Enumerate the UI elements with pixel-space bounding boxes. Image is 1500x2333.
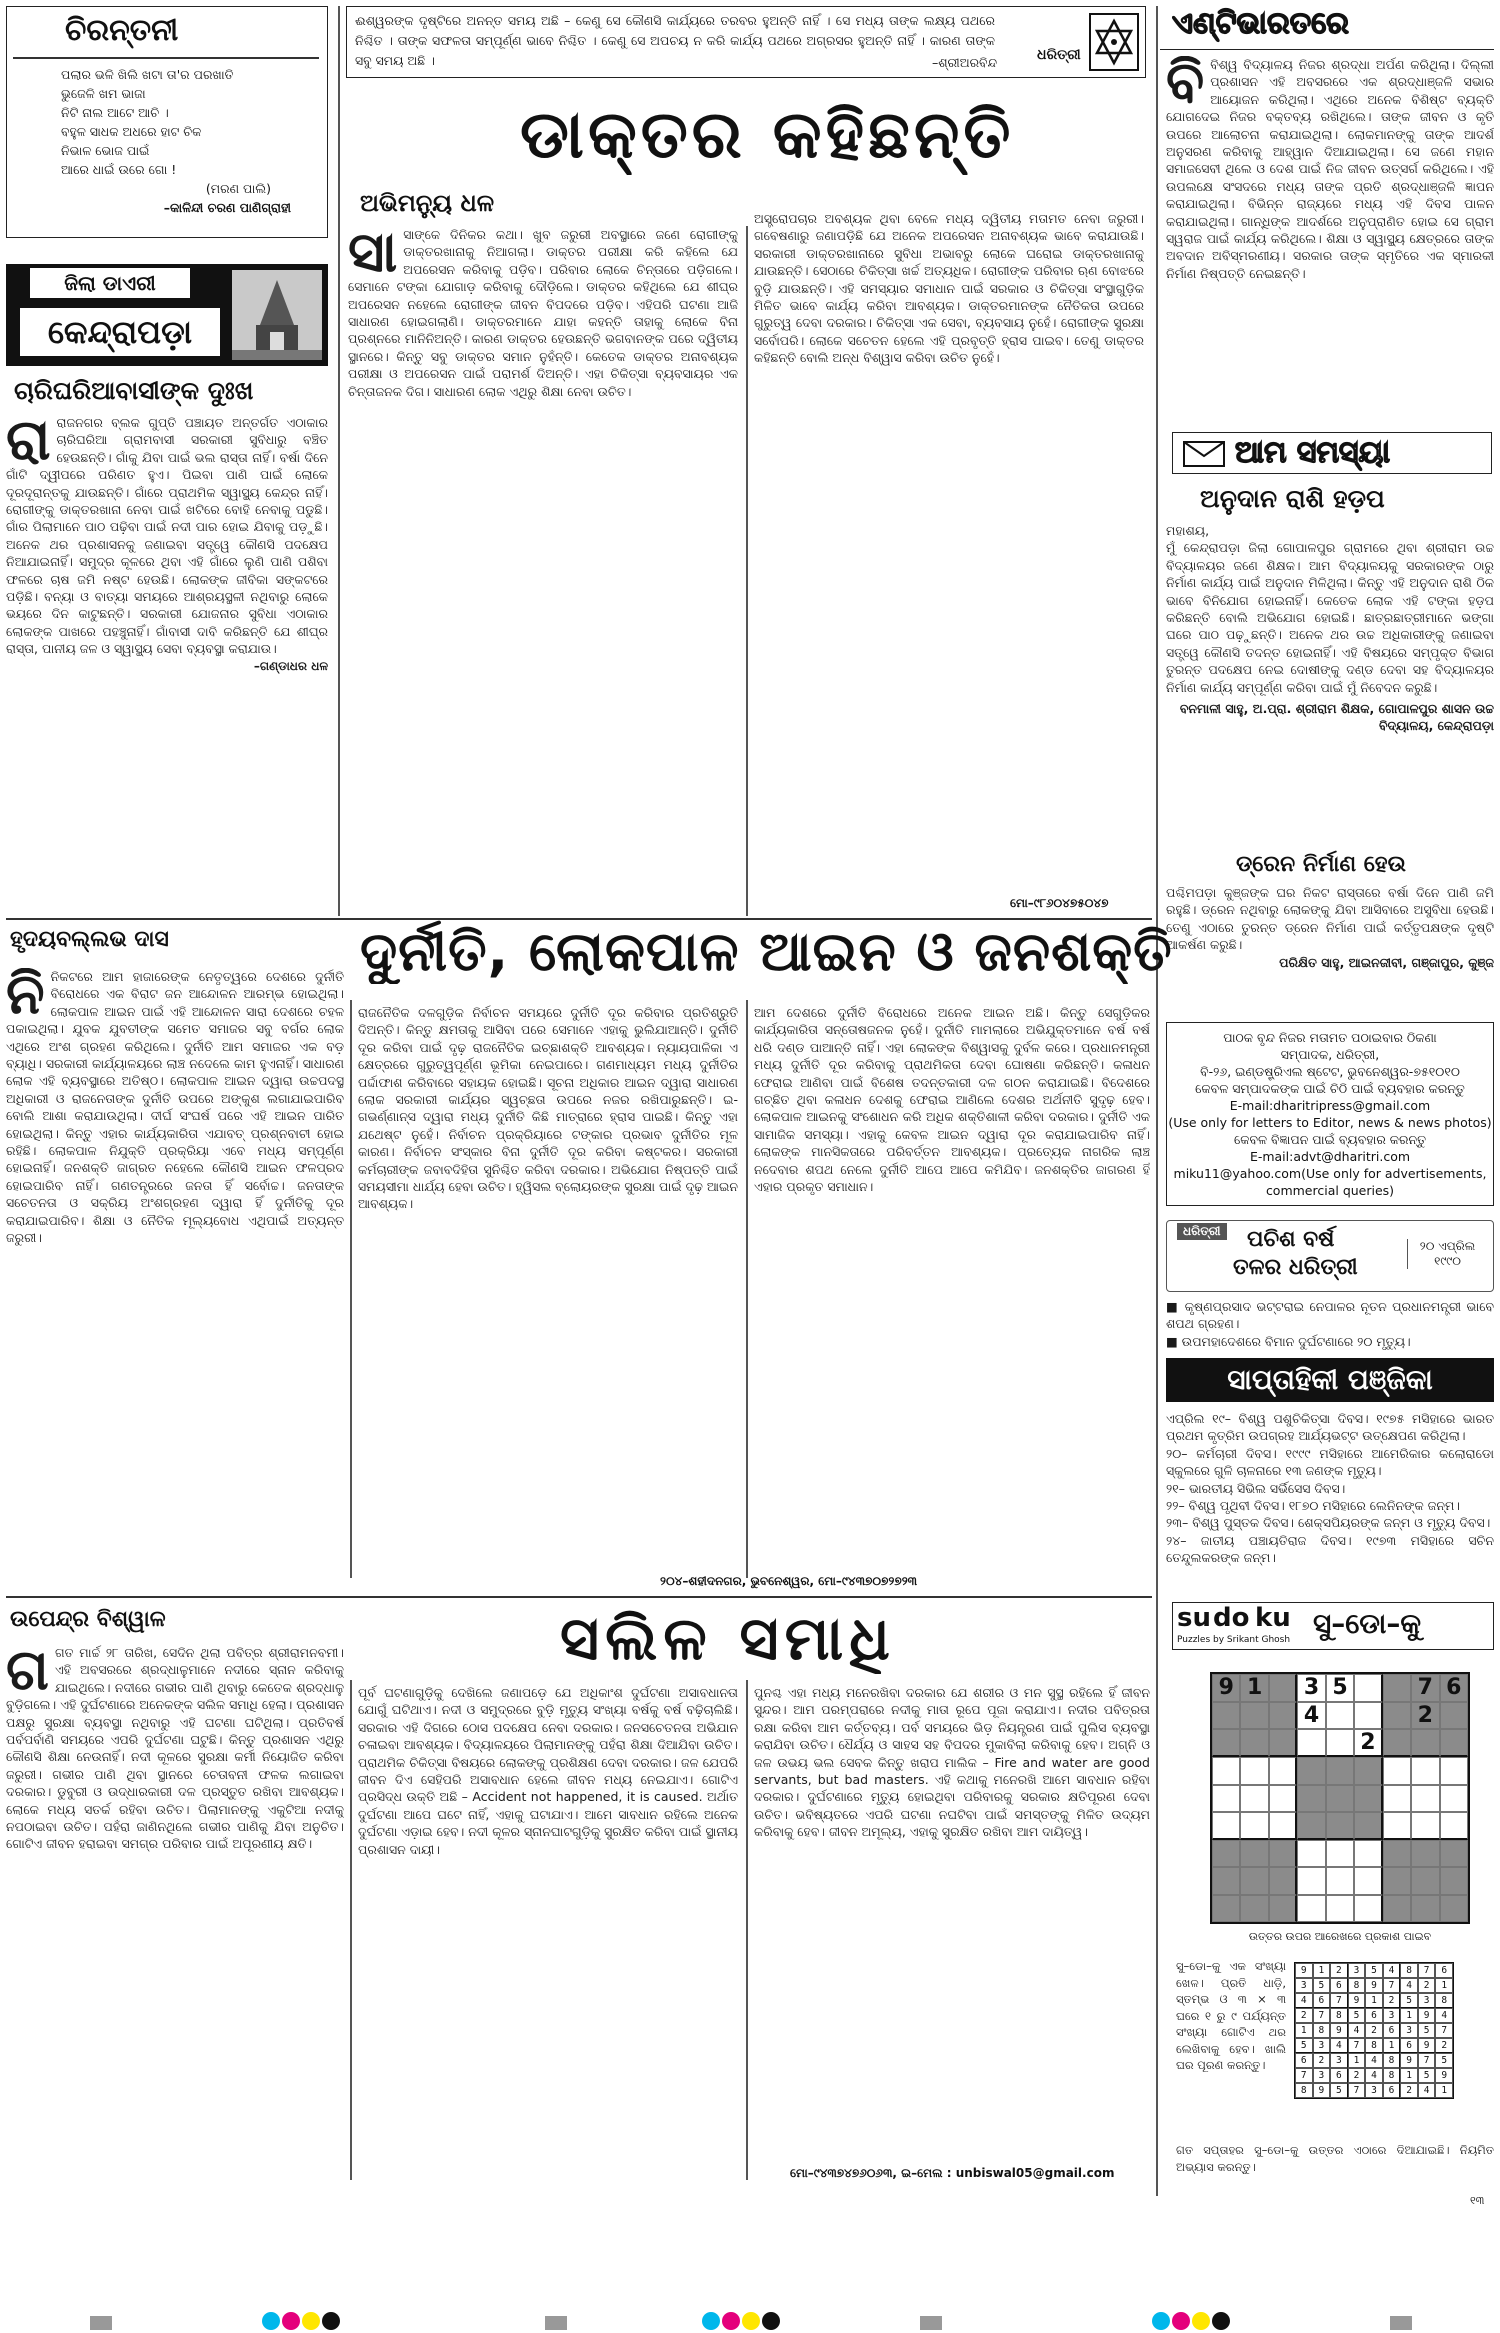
corruption-address: ୨୦୪–ଶହୀଦନଗର, ଭୁବନେଶ୍ୱର, ମୋ–୯୪୩୭୦୭୨୭୨୩ bbox=[660, 1574, 918, 1588]
doctor-phone: ମୋ–୯୮୬୦୪୭୫୦୪୭ bbox=[1010, 896, 1109, 910]
sudoku-cell bbox=[1212, 1895, 1240, 1923]
salila-text-3: ପୁନଶ୍ଚ ଏହା ମଧ୍ୟ ମନେରଖିବା ଦରକାର ଯେ ଶରୀର ଓ ମନ ସୁସ୍ଥ ରହିଲେ ହିଁ ଜୀବନ ସୁନ୍ଦର। ଆମ ପରମ୍ପରାରେ ନଦୀକୁ ମାତା ରୂପେ ପୂଜା କରାଯାଏ। ନଦୀର ପବିତ୍ରତା ରକ୍ଷା କରିବା ଆମ କର୍ତ୍ତବ୍ୟ। ପର୍ବ ସମୟରେ ଭିଡ଼ ନିୟନ୍ତ୍ରଣ ପାଇଁ ପୁଲିସ ବ୍ୟବସ୍ଥା କରାଯିବା ଉଚିତ। ଧୈର୍ଯ୍ୟ ଓ ସାହସ ସହ ବିପଦର ମୁକାବିଲା କରିବାକୁ ହେବ। ଅଗ୍ନି ଓ ଜଳ ଉଭୟ ଭଲ ସେବକ କିନ୍ତୁ ଖରାପ ମାଲିକ – Fire and water are good servants, but bad masters. ଏହି କଥାକୁ ମନେରଖି ଆମେ ସାବଧାନ ରହିବା ଦରକାର। ଦୁର୍ଘଟଣାରେ ମୃତ୍ୟୁ ହୋଇଥିବା ପରିବାରକୁ ସରକାର କ୍ଷତିପୂରଣ ଦେବା ଉଚିତ। ଭବିଷ୍ୟତରେ ଏପରି ଘଟଣା ନଘଟିବା ପାଇଁ ସମସ୍ତଙ୍କୁ ମିଳିତ ଉଦ୍ୟମ କରିବାକୁ ହେବ। ଜୀବନ ଅମୂଲ୍ୟ, ଏହାକୁ ସୁରକ୍ଷିତ ରଖିବା ଆମ ଦାୟିତ୍ୱ। bbox=[754, 1685, 1150, 1840]
sudoku-cell bbox=[1240, 1895, 1268, 1923]
sudoku-cell bbox=[1440, 1840, 1468, 1868]
poem-line: ଭୁଜେଳି ଖମ ଭାଜା bbox=[61, 86, 146, 101]
solution-cell: 6 bbox=[1330, 1978, 1348, 1993]
solution-cell: 5 bbox=[1435, 2053, 1453, 2068]
solution-cell: 2 bbox=[1330, 1963, 1348, 1978]
corruption-divider-2 bbox=[746, 1000, 748, 1578]
sudoku-cell bbox=[1440, 1895, 1468, 1923]
contact-address: ବି-୨୬, ଇଣ୍ଡଷ୍ଟ୍ରିଏଲ ଷ୍ଟେଟ, ଭୁବନେଶ୍ୱର-୭୫୧୦୧୦ bbox=[1200, 1064, 1460, 1079]
quote-text: ଈଶ୍ୱରଙ୍କ ଦୃଷ୍ଟିରେ ଅନନ୍ତ ସମୟ ଅଛି – କେଣୁ ସେ କୌଣସି କାର୍ଯ୍ୟରେ ତରବର ହୁଅନ୍ତି ନାହିଁ । ସେ ମଧ୍ୟ ତାଙ୍କ ଲକ୍ଷ୍ୟ ପଥରେ ନିଶ୍ଚିତ । ତାଙ୍କ ସଫଳତା ସମ୍ପୂର୍ଣ୍ଣ ଭାବେ ନିଶ୍ଚିତ । କେଣୁ ସେ ଅପଚୟ ନ କରି କାର୍ଯ୍ୟ ପଥରେ ଅଗ୍ରସର ହୁଅନ୍ତି ନାହିଁ । କାରଣ ତାଙ୍କ ସବୁ ସମୟ ଅଛି । bbox=[355, 13, 995, 68]
eshbharat-header bbox=[1160, 6, 1494, 50]
sudoku-cell bbox=[1383, 1729, 1411, 1757]
solution-cell: 2 bbox=[1418, 1978, 1436, 1993]
chargahar-body bbox=[6, 414, 328, 912]
sudoku-cell bbox=[1212, 1785, 1240, 1813]
doctor-body-left bbox=[348, 226, 738, 911]
solution-cell: 1 bbox=[1383, 2038, 1401, 2053]
sudoku-cell bbox=[1240, 1812, 1268, 1840]
solution-cell: 2 bbox=[1348, 2068, 1366, 2083]
solution-cell: 7 bbox=[1313, 2008, 1331, 2023]
solution-cell: 9 bbox=[1330, 2023, 1348, 2038]
print-mark bbox=[920, 2316, 942, 2330]
poem-line: ଆରେ ଧାଇଁ ଉରେ ଗୋ ! bbox=[61, 162, 177, 177]
sudoku-cell: 4 bbox=[1297, 1702, 1325, 1730]
magenta-mark bbox=[282, 2312, 300, 2330]
quote-author: –ଶ୍ରୀଅରବିନ୍ଦ bbox=[931, 55, 997, 70]
right-column-divider bbox=[1156, 6, 1158, 2196]
solution-cell: 8 bbox=[1383, 2068, 1401, 2083]
sudoku-cell bbox=[1411, 1895, 1439, 1923]
sudoku-cell bbox=[1383, 1702, 1411, 1730]
solution-cell: 3 bbox=[1330, 2053, 1348, 2068]
solution-cell: 5 bbox=[1400, 1993, 1418, 2008]
solution-cell: 4 bbox=[1295, 1993, 1313, 2008]
district-label: ଜିଲା ଡାଏରୀ bbox=[30, 268, 190, 298]
solution-cell: 6 bbox=[1383, 2083, 1401, 2098]
corruption-divider-1 bbox=[350, 1000, 352, 1578]
archive-item: ■ ଉପମହାଦେଶରେ ବିମାନ ଦୁର୍ଘଟଣାରେ ୨୦ ମୃତ୍ୟୁ। bbox=[1166, 1333, 1411, 1349]
sudoku-cell bbox=[1297, 1895, 1325, 1923]
sudoku-cell bbox=[1212, 1812, 1240, 1840]
solution-cell: 7 bbox=[1348, 2038, 1366, 2053]
solution-cell: 5 bbox=[1418, 2023, 1436, 2038]
sudoku-cell bbox=[1440, 1867, 1468, 1895]
archive-date: ୨୦ ଏପ୍ରିଲ ୧୯୯୦ bbox=[1407, 1239, 1487, 1269]
archive-items bbox=[1166, 1298, 1494, 1350]
cyan-mark bbox=[262, 2312, 280, 2330]
district-diary bbox=[6, 264, 328, 366]
sudoku-footer bbox=[1176, 2142, 1494, 2182]
solution-cell: 4 bbox=[1365, 2053, 1383, 2068]
sudoku-cell bbox=[1326, 1867, 1354, 1895]
doctor-text-right: ଅସ୍ତ୍ରୋପଚାର ଅବଶ୍ୟକ ଥିବା ବେଳେ ମଧ୍ୟ ଦ୍ୱିତୀୟ ମତାମତ ନେବା ଜରୁରୀ। ଗବେଷଣାରୁ ଜଣାପଡ଼ିଛି ଯେ ଅନେକ ଅପରେସନ ଅନାବଶ୍ୟକ ଭାବେ କରାଯାଉଛି। ସରକାରୀ ଡାକ୍ତରଖାନାରେ ସୁବିଧା ଅଭାବରୁ ଲୋକେ ଘରୋଇ ଡାକ୍ତରଖାନାକୁ ଯାଉଛନ୍ତି। ସେଠାରେ ଚିକିତ୍ସା ଖର୍ଚ୍ଚ ଅତ୍ୟଧିକ। ରୋଗୀଙ୍କ ପରିବାର ଋଣ ବୋଝରେ ବୁଡ଼ି ଯାଉଛନ୍ତି। ଏହି ସମସ୍ୟାର ସମାଧାନ ପାଇଁ ସରକାର ଓ ଚିକିତ୍ସା ସଂସ୍ଥାଗୁଡ଼ିକ ମିଳିତ ଭାବେ କାର୍ଯ୍ୟ କରିବା ଆବଶ୍ୟକ। ଡାକ୍ତରମାନଙ୍କ ନୈତିକତା ଉପରେ ଗୁରୁତ୍ୱ ଦେବା ଦରକାର। ଚିକିତ୍ସା ଏକ ସେବା, ବ୍ୟବସାୟ ନୁହେଁ। ରୋଗୀଙ୍କ ସୁରକ୍ଷା ସର୍ବୋପରି। ଲୋକେ ସଚେତନ ହେଲେ ଏହି ପ୍ରବୃତ୍ତି ହ୍ରାସ ପାଇବ। ତେଣୁ ଡାକ୍ତର କହିଛନ୍ତି ବୋଲି ଅନ୍ଧ ବିଶ୍ୱାସ କରିବା ଉଚିତ ନୁହେଁ। bbox=[754, 211, 1144, 366]
sudoku-cell bbox=[1212, 1840, 1240, 1868]
star-emblem-icon bbox=[1089, 13, 1139, 71]
weekly-item: ୨୧– ଭାରତୀୟ ସିଭିଲ ସର୍ଭିସେସ ଦିବସ। bbox=[1166, 1480, 1346, 1496]
solution-cell: 4 bbox=[1330, 2038, 1348, 2053]
contact-note1: କେବଳ ସମ୍ପାଦକଙ୍କ ପାଇଁ ଚିଠି ପାଇଁ ବ୍ୟବହାର କରନ୍ତୁ bbox=[1195, 1081, 1465, 1096]
sudoku-grid bbox=[1210, 1672, 1470, 1924]
solution-cell: 7 bbox=[1348, 2083, 1366, 2098]
sudoku-cell bbox=[1354, 1785, 1382, 1813]
contact-email1-note: (Use only for letters to Editor, news & news photos) bbox=[1168, 1115, 1492, 1130]
chirantani-title-rule bbox=[13, 57, 319, 59]
salila-headline: ସଲିଳ ସମାଧି bbox=[560, 1604, 896, 1674]
sudoku-header bbox=[1172, 1602, 1494, 1650]
sudoku-cell: 7 bbox=[1411, 1674, 1439, 1702]
sudoku-cell bbox=[1354, 1702, 1382, 1730]
district-name: କେନ୍ଦ୍ରାପଡ଼ା bbox=[20, 308, 220, 356]
sudoku-cell bbox=[1354, 1812, 1382, 1840]
sudoku-cell bbox=[1383, 1840, 1411, 1868]
corruption-text-2: ରାଜନୈତିକ ଦଳଗୁଡ଼ିକ ନିର୍ବାଚନ ସମୟରେ ଦୁର୍ନୀତି ଦୂର କରିବାର ପ୍ରତିଶ୍ରୁତି ଦିଅନ୍ତି। କିନ୍ତୁ କ୍ଷମତାକୁ ଆସିବା ପରେ ସେମାନେ ଏହାକୁ ଭୁଲିଯାଆନ୍ତି। ଦୁର୍ନୀତି ଦୂର କରିବା ପାଇଁ ଦୃଢ଼ ରାଜନୈତିକ ଇଚ୍ଛାଶକ୍ତି ଆବଶ୍ୟକ। ନ୍ୟାୟପାଳିକା ଏ କ୍ଷେତ୍ରରେ ଗୁରୁତ୍ୱପୂର୍ଣ୍ଣ ଭୂମିକା ନେଇପାରେ। ଗଣମାଧ୍ୟମ ମଧ୍ୟ ଦୁର୍ନୀତିର ପର୍ଦ୍ଦାଫାଶ କରିବାରେ ସହାୟକ ହୋଇଛି। ସୂଚନା ଅଧିକାର ଆଇନ ଦ୍ୱାରା ସାଧାରଣ ଲୋକ ସରକାରୀ କାର୍ଯ୍ୟର ସ୍ୱଚ୍ଛତା ଉପରେ ନଜର ରଖିପାରୁଛନ୍ତି। ଇ-ଗଭର୍ଣ୍ଣାନ୍ସ ଦ୍ୱାରା ମଧ୍ୟ ଦୁର୍ନୀତି କିଛି ମାତ୍ରାରେ ହ୍ରାସ ପାଇଛି। କିନ୍ତୁ ଏହା ଯଥେଷ୍ଟ ନୁହେଁ। ନିର୍ବାଚନ ପ୍ରକ୍ରିୟାରେ ଟଙ୍କାର ପ୍ରଭାବ ଦୁର୍ନୀତିର ମୂଳ କାରଣ। ନିର୍ବାଚନ ସଂସ୍କାର ବିନା ଦୁର୍ନୀତି ଦୂର କରିବା କଷ୍ଟକର। ସରକାରୀ କର୍ମଚାରୀଙ୍କ ଜବାବଦିହିତା ସୁନିଶ୍ଚିତ କରିବା ଦରକାର। ଅଭିଯୋଗ ନିଷ୍ପତ୍ତି ପାଇଁ ସମୟସୀମା ଧାର୍ଯ୍ୟ ହେବା ଉଚିତ। ହ୍ୱିସଲ ବ୍ଲୋୟରଙ୍କ ସୁରକ୍ଷା ପାଇଁ ଦୃଢ଼ ଆଇନ ଆବଶ୍ୟକ। bbox=[358, 1005, 738, 1212]
contact-intro: ପାଠକ ବୃନ୍ଦ ନିଜର ମତାମତ ପଠାଇବାର ଠିକଣା bbox=[1223, 1030, 1437, 1045]
weekly-item: ୨୪– ଜାତୀୟ ପଞ୍ଚାୟତିରାଜ ଦିବସ। ୧୯୭୩ ମସିହାରେ ସଚିନ ତେନ୍ଦୁଲକରଙ୍କ ଜନ୍ମ। bbox=[1166, 1532, 1494, 1566]
drain-body bbox=[1166, 884, 1494, 1012]
dropcap: ନି bbox=[6, 968, 45, 1027]
solution-cell: 8 bbox=[1330, 2008, 1348, 2023]
salila-author: ଉପେନ୍ଦ୍ର ବିଶ୍ୱାଳ bbox=[10, 1606, 166, 1632]
sudoku-cell: 5 bbox=[1326, 1674, 1354, 1702]
weekly-item: ଏପ୍ରିଲ ୧୯– ବିଶ୍ୱ ପଶୁଚିକିତ୍ସା ଦିବସ। ୧୯୭୫ ମସିହାରେ ଭାରତ ପ୍ରଥମ କୃତ୍ରିମ ଉପଗ୍ରହ ଆର୍ଯ୍ୟଭଟ୍ଟ ଉତ୍କ୍ଷେପଣ କରିଥିଲା। bbox=[1166, 1411, 1494, 1444]
sudoku-cell bbox=[1297, 1867, 1325, 1895]
sudoku-cell bbox=[1326, 1729, 1354, 1757]
eshbharat-title: ଏଣ୍ଟିଭାରତରେ bbox=[1172, 6, 1349, 41]
sudoku-cell bbox=[1354, 1757, 1382, 1785]
solution-cell: 4 bbox=[1365, 2068, 1383, 2083]
weekly-item: ୨୨– ବିଶ୍ୱ ପୃଥିବୀ ଦିବସ। ୧୮୭୦ ମସିହାରେ ଲେନିନଙ୍କ ଜନ୍ମ। bbox=[1166, 1498, 1460, 1514]
solution-cell: 7 bbox=[1295, 2068, 1313, 2083]
poem-line: ନିଟି ନାଲ ଆଟେ ଆଚି । bbox=[61, 105, 169, 120]
sudoku-cell bbox=[1269, 1702, 1297, 1730]
sudoku-cell bbox=[1297, 1757, 1325, 1785]
contact-email2: E-mail:advt@dharitri.com bbox=[1249, 1149, 1411, 1164]
solution-cell: 6 bbox=[1295, 2053, 1313, 2068]
solution-cell: 8 bbox=[1313, 2023, 1331, 2038]
solution-cell: 4 bbox=[1348, 2023, 1366, 2038]
sudoku-cell bbox=[1212, 1702, 1240, 1730]
sudoku-cell bbox=[1297, 1785, 1325, 1813]
solution-cell: 6 bbox=[1383, 2023, 1401, 2038]
salila-text-1: ଗତ ମାର୍ଚ୍ଚ ୨୮ ତାରିଖ, ସେଦିନ ଥିଲା ପବିତ୍ର ଶ୍ରୀରାମନବମୀ। ଏହି ଅବସରରେ ଶ୍ରଦ୍ଧାଳୁମାନେ ନଦୀରେ ସ୍ନାନ କରିବାକୁ ଯାଇଥିଲେ। ନଦୀରେ ଗଭୀର ପାଣି ଥିବାରୁ କେତେକ ଶ୍ରଦ୍ଧାଳୁ ବୁଡ଼ିଗଲେ। ଏହି ଦୁର୍ଘଟଣାରେ ଅନେକଙ୍କ ସଲିଳ ସମାଧି ହେଲା। ପ୍ରଶାସନ ପକ୍ଷରୁ ସୁରକ୍ଷା ବ୍ୟବସ୍ଥା ନଥିବାରୁ ଏହି ଘଟଣା ଘଟିଥିଲା। ପ୍ରତିବର୍ଷ ପର୍ବପର୍ବାଣି ସମୟରେ ଏପରି ଦୁର୍ଘଟଣା ଘଟୁଛି। କିନ୍ତୁ ପ୍ରଶାସନ ଏଥିରୁ କୌଣସି ଶିକ୍ଷା ନେଉନାହିଁ। ନଦୀ କୂଳରେ ସୁରକ୍ଷା କର୍ମୀ ନିୟୋଜିତ କରିବା ଜରୁରୀ। ଗଭୀର ପାଣି ଥିବା ସ୍ଥାନରେ ଚେତାବନୀ ଫଳକ ଲଗାଇବା ଦରକାର। ଡୁବୁରୀ ଓ ଉଦ୍ଧାରକାରୀ ଦଳ ପ୍ରସ୍ତୁତ ରଖିବା ଆବଶ୍ୟକ। ଲୋକେ ମଧ୍ୟ ସତର୍କ ରହିବା ଉଚିତ। ପିଲାମାନଙ୍କୁ ଏକୁଟିଆ ନଦୀକୁ ନପଠାଇବା ଉଚିତ। ପହଁରା ଜାଣିନଥିଲେ ଗଭୀର ପାଣିକୁ ଯିବା ଅନୁଚିତ। ଗୋଟିଏ ଜୀବନ ହରାଇବା ସମଗ୍ର ପରିବାର ପାଇଁ ଅପୂରଣୀୟ କ୍ଷତି। bbox=[6, 1645, 344, 1852]
sudoku-cell bbox=[1440, 1702, 1468, 1730]
solution-cell: 2 bbox=[1435, 2038, 1453, 2053]
eshbharat-text: ବିଶ୍ୱ ବିଦ୍ୟାଳୟ ନିଜର ଶ୍ରଦ୍ଧା ଅର୍ପଣ କରିଥିଲା। ଦିଲ୍ଲୀ ପ୍ରଶାସନ ଏହି ଅବସରରେ ଏକ ଶ୍ରଦ୍ଧାଞ୍ଜଳି ସଭାର ଆୟୋଜନ କରିଥିଲା। ଏଥିରେ ଅନେକ ବିଶିଷ୍ଟ ବ୍ୟକ୍ତି ଯୋଗଦେଇ ନିଜର ବକ୍ତବ୍ୟ ରଖିଥିଲେ। ତାଙ୍କ ଜୀବନ ଓ କୃତି ଉପରେ ଆଲୋଚନା କରାଯାଇଥିଲା। ଲୋକମାନଙ୍କୁ ତାଙ୍କ ଆଦର୍ଶ ଅନୁସରଣ କରିବାକୁ ଆହ୍ୱାନ ଦିଆଯାଇଥିଲା। ସେ ଜଣେ ମହାନ ସମାଜସେବୀ ଥିଲେ ଓ ଦେଶ ପାଇଁ ନିଜ ଜୀବନ ଉତ୍ସର୍ଗ କରିଥିଲେ। ଏହି ଉପଲକ୍ଷେ ସଂସଦରେ ମଧ୍ୟ ତାଙ୍କ ପ୍ରତି ଶ୍ରଦ୍ଧାଞ୍ଜଳି ଜ୍ଞାପନ କରାଯାଇଥିଲା। ବିଭିନ୍ନ ରାଜ୍ୟରେ ମଧ୍ୟ ଏହି ଦିବସ ପାଳନ କରାଯାଇଥିଲା। ଗାନ୍ଧିଙ୍କ ଆଦର୍ଶରେ ଅନୁପ୍ରାଣିତ ହୋଇ ସେ ଗ୍ରାମ ସ୍ୱରାଜ ପାଇଁ କାର୍ଯ୍ୟ କରିଥିଲେ। ଶିକ୍ଷା ଓ ସ୍ୱାସ୍ଥ୍ୟ କ୍ଷେତ୍ରରେ ତାଙ୍କ ଅବଦାନ ଅବିସ୍ମରଣୀୟ। ସରକାର ତାଙ୍କ ସ୍ମୃତିରେ ଏକ ସ୍ମାରକୀ ନିର୍ମାଣ ନିଷ୍ପତ୍ତି ନେଇଛନ୍ତି। bbox=[1166, 57, 1494, 281]
solution-cell: 1 bbox=[1400, 2008, 1418, 2023]
sudoku-cell: 2 bbox=[1411, 1702, 1439, 1730]
solution-cell: 5 bbox=[1418, 2068, 1436, 2083]
sudoku-cell: 1 bbox=[1240, 1674, 1268, 1702]
sudoku-cell bbox=[1326, 1757, 1354, 1785]
contact-email3: miku11@yahoo.com(Use only for advertisements, commercial queries) bbox=[1173, 1166, 1487, 1198]
solution-cell: 8 bbox=[1295, 2083, 1313, 2098]
sudoku-cell bbox=[1269, 1840, 1297, 1868]
print-mark bbox=[90, 2316, 112, 2330]
solution-cell: 6 bbox=[1400, 2038, 1418, 2053]
solution-cell: 7 bbox=[1418, 2053, 1436, 2068]
doctor-body-right bbox=[754, 210, 1144, 896]
poem-line: ନିଭାଳ ଭୋଜ ପାଇଁ bbox=[61, 143, 150, 158]
dropcap: ବି bbox=[1166, 56, 1205, 115]
sudoku-footer-text: ଗତ ସପ୍ତାହର ସୁ–ଡୋ–କୁ ଉତ୍ତର ଏଠାରେ ଦିଆଯାଇଛି। ନିୟମିତ ଅଭ୍ୟାସ କରନ୍ତୁ। bbox=[1176, 2143, 1494, 2175]
problem-text: ମୁଁ କେନ୍ଦ୍ରାପଡ଼ା ଜିଲା ଗୋପାଳପୁର ଗ୍ରାମରେ ଥିବା ଶ୍ରୀରାମ ଉଚ୍ଚ ବିଦ୍ୟାଳୟର ଜଣେ ଶିକ୍ଷକ। ଆମ ବିଦ୍ୟାଳୟକୁ ସରକାରଙ୍କ ଠାରୁ ନିର୍ମାଣ କାର୍ଯ୍ୟ ପାଇଁ ଅନୁଦାନ ମିଳିଥିଲା। କିନ୍ତୁ ଏହି ଅନୁଦାନ ରାଶି ଠିକ ଭାବେ ବିନିଯୋଗ ହୋଇନାହିଁ। କେତେକ ଲୋକ ଏହି ଟଙ୍କା ହଡ଼ପ କରିଛନ୍ତି ବୋଲି ଅଭିଯୋଗ ହୋଇଛି। ଛାତ୍ରଛାତ୍ରୀମାନେ ଭଙ୍ଗା ଘରେ ପାଠ ପଢ଼ୁଛନ୍ତି। ଅନେକ ଥର ଉଚ୍ଚ ଅଧିକାରୀଙ୍କୁ ଜଣାଇବା ସତ୍ତ୍ୱେ କୌଣସି ତଦନ୍ତ ହୋଇନାହିଁ। ଏହି ବିଷୟରେ ସମ୍ପୃକ୍ତ ବିଭାଗ ତୁରନ୍ତ ପଦକ୍ଷେପ ନେଇ ଦୋଷୀଙ୍କୁ ଦଣ୍ଡ ଦେବା ସହ ବିଦ୍ୟାଳୟର ନିର୍ମାଣ କାର୍ଯ୍ୟ ସମ୍ପୂର୍ଣ୍ଣ କରିବା ପାଇଁ ମୁଁ ନିବେଦନ କରୁଛି। bbox=[1166, 540, 1494, 695]
solution-cell: 9 bbox=[1313, 2083, 1331, 2098]
solution-cell: 4 bbox=[1383, 1963, 1401, 1978]
drain-signature: ପରିକ୍ଷିତ ସାହୁ, ଆଇନଜୀବୀ, ଗଞ୍ଜାପୁର, କୁଞ୍ଜ bbox=[1279, 954, 1494, 970]
sudoku-cell bbox=[1354, 1840, 1382, 1868]
solution-cell: 8 bbox=[1365, 2038, 1383, 2053]
salila-col1 bbox=[6, 1644, 344, 2184]
solution-cell: 3 bbox=[1313, 2038, 1331, 2053]
dharitri-logo: ଧରିତ୍ରୀ bbox=[1037, 47, 1081, 63]
solution-cell: 4 bbox=[1400, 1978, 1418, 1993]
cyan-mark bbox=[702, 2312, 720, 2330]
sudoku-cell bbox=[1240, 1757, 1268, 1785]
sudoku-cell bbox=[1383, 1812, 1411, 1840]
corruption-col2 bbox=[358, 1004, 738, 1572]
print-mark bbox=[545, 2316, 567, 2330]
sudoku-cell bbox=[1411, 1867, 1439, 1895]
corruption-author: ହୃଦୟବଲ୍ଲଭ ଦାସ bbox=[10, 926, 169, 952]
sudoku-cell bbox=[1269, 1812, 1297, 1840]
sudoku-cell bbox=[1326, 1840, 1354, 1868]
envelope-icon bbox=[1183, 441, 1225, 467]
sudoku-cell bbox=[1269, 1729, 1297, 1757]
chargahar-text: ରାଜନଗର ବ୍ଲକ ଗୁପ୍ତି ପଞ୍ଚାୟତ ଅନ୍ତର୍ଗତ ଏଠାକାର ଚାରିଘରିଆ ଗ୍ରାମବାସୀ ସରକାରୀ ସୁବିଧାରୁ ବଞ୍ଚିତ ହେଉଛନ୍ତି। ଗାଁକୁ ଯିବା ପାଇଁ ଭଲ ରାସ୍ତା ନାହିଁ। ବର୍ଷା ଦିନେ ଗାଁଟି ଦ୍ୱୀପରେ ପରିଣତ ହୁଏ। ପିଇବା ପାଣି ପାଇଁ ଲୋକେ ଦୂରଦୂରାନ୍ତକୁ ଯାଉଛନ୍ତି। ଗାଁରେ ପ୍ରାଥମିକ ସ୍ୱାସ୍ଥ୍ୟ କେନ୍ଦ୍ର ନାହିଁ। ରୋଗୀଙ୍କୁ ଡାକ୍ତରଖାନା ନେବା ପାଇଁ ଖଟିରେ ବୋହି ନେବାକୁ ପଡୁଛି। ଗାଁର ପିଲାମାନେ ପାଠ ପଢ଼ିବା ପାଇଁ ନଦୀ ପାର ହୋଇ ଯିବାକୁ ପଡ଼ୁଛି। ଅନେକ ଥର ପ୍ରଶାସନକୁ ଜଣାଇବା ସତ୍ତ୍ୱେ କୌଣସି ପଦକ୍ଷେପ ନିଆଯାଇନାହିଁ। ସମୁଦ୍ର କୂଳରେ ଥିବା ଏହି ଗାଁରେ ଲୁଣି ପାଣି ପଶିବା ଫଳରେ ଚାଷ ଜମି ନଷ୍ଟ ହେଉଛି। ଲୋକଙ୍କ ଜୀବିକା ସଙ୍କଟରେ ପଡ଼ିଛି। ବନ୍ୟା ଓ ବାତ୍ୟା ସମୟରେ ଆଶ୍ରୟସ୍ଥଳୀ ନଥିବାରୁ ଲୋକେ ଭୟରେ ଦିନ କାଟୁଛନ୍ତି। ସରକାରୀ ଯୋଜନାର ସୁବିଧା ଏଠାକାର ଲୋକଙ୍କ ପାଖରେ ପହଞ୍ଚୁନାହିଁ। ଗାଁବାସୀ ଦାବି କରିଛନ୍ତି ଯେ ଶୀଘ୍ର ରାସ୍ତା, ପାନୀୟ ଜଳ ଓ ସ୍ୱାସ୍ଥ୍ୟ ସେବା ବ୍ୟବସ୍ଥା କରାଯାଉ। bbox=[6, 415, 328, 657]
sudoku-rules-text: ସୁ–ଡୋ–କୁ ଏକ ସଂଖ୍ୟା ଖେଳ। ପ୍ରତି ଧାଡ଼ି, ସ୍ତମ୍ଭ ଓ ୩ × ୩ ଘରେ ୧ ରୁ ୯ ପର୍ଯ୍ୟନ୍ତ ସଂଖ୍ୟା ଗୋଟିଏ ଥର ଲେଖିବାକୁ ହେବ। ଖାଲି ଘର ପୂରଣ କରନ୍ତୁ। bbox=[1176, 1959, 1286, 2072]
solution-cell: 6 bbox=[1435, 1963, 1453, 1978]
solution-cell: 2 bbox=[1383, 1993, 1401, 2008]
sudoku-cell bbox=[1411, 1785, 1439, 1813]
solution-cell: 9 bbox=[1418, 2008, 1436, 2023]
quote-box bbox=[346, 6, 1146, 78]
magenta-mark bbox=[1172, 2312, 1190, 2330]
solution-cell: 3 bbox=[1348, 1963, 1366, 1978]
solution-cell: 1 bbox=[1400, 2068, 1418, 2083]
solution-cell: 4 bbox=[1418, 2083, 1436, 2098]
solution-cell: 9 bbox=[1348, 1993, 1366, 2008]
sudoku-cell bbox=[1440, 1785, 1468, 1813]
weekly-title: ସାପ୍ତାହିକୀ ପଞ୍ଜିକା bbox=[1227, 1363, 1433, 1396]
sudoku-cell: 9 bbox=[1212, 1674, 1240, 1702]
archive-tag: ଧରିତ୍ରୀ bbox=[1177, 1223, 1227, 1240]
archive-item: ■ କୃଷ୍ଣପ୍ରସାଦ ଭଟ୍ଟରାଇ ନେପାଳର ନୂତନ ପ୍ରଧାନମନ୍ତ୍ରୀ ଭାବେ ଶପଥ ଗ୍ରହଣ। bbox=[1166, 1299, 1494, 1332]
salila-col2 bbox=[358, 1684, 738, 2184]
sudoku-cell bbox=[1297, 1840, 1325, 1868]
drain-text: ପଶ୍ଚିମପଡ଼ା କୁଞ୍ଜଙ୍କ ଘର ନିକଟ ରାସ୍ତାରେ ବର୍ଷା ଦିନେ ପାଣି ଜମି ରହୁଛି। ଡ୍ରେନ ନଥିବାରୁ ଲୋକଙ୍କୁ ଯିବା ଆସିବାରେ ଅସୁବିଧା ହେଉଛି। ତେଣୁ ଏଠାରେ ତୁରନ୍ତ ଡ୍ରେନ ନିର୍ମାଣ ପାଇଁ କର୍ତ୍ତୃପକ୍ଷଙ୍କ ଦୃଷ୍ଟି ଆକର୍ଷଣ କରୁଛି। bbox=[1166, 885, 1494, 953]
sudoku-rules bbox=[1176, 1958, 1286, 2138]
cyan-mark bbox=[1152, 2312, 1170, 2330]
left-column-divider bbox=[338, 6, 340, 916]
sudoku-cell bbox=[1440, 1757, 1468, 1785]
solution-cell: 3 bbox=[1400, 2023, 1418, 2038]
solution-cell: 5 bbox=[1365, 1963, 1383, 1978]
solution-cell: 6 bbox=[1313, 1993, 1331, 2008]
solution-cell: 5 bbox=[1313, 1978, 1331, 1993]
solution-cell: 6 bbox=[1330, 2068, 1348, 2083]
sudoku-cell bbox=[1297, 1729, 1325, 1757]
yellow-mark bbox=[302, 2312, 320, 2330]
corruption-text-3: ଆମ ଦେଶରେ ଦୁର୍ନୀତି ବିରୋଧରେ ଅନେକ ଆଇନ ଅଛି। କିନ୍ତୁ ସେଗୁଡ଼ିକର କାର୍ଯ୍ୟକାରିତା ସନ୍ତୋଷଜନକ ନୁହେଁ। ଦୁର୍ନୀତି ମାମଲାରେ ଅଭିଯୁକ୍ତମାନେ ବର୍ଷ ବର୍ଷ ଧରି ଦଣ୍ଡ ପାଆନ୍ତି ନାହିଁ। ଏହା ଲୋକଙ୍କ ବିଶ୍ୱାସକୁ ଦୁର୍ବଳ କରେ। ପ୍ରଧାନମନ୍ତ୍ରୀ ମଧ୍ୟ ଦୁର୍ନୀତି ଦୂର କରିବାକୁ ପ୍ରାଥମିକତା ଦେବା ଘୋଷଣା କରିଛନ୍ତି। କଳାଧନ ଫେରାଇ ଆଣିବା ପାଇଁ ବିଶେଷ ତଦନ୍ତକାରୀ ଦଳ ଗଠନ କରାଯାଇଛି। ବିଦେଶରେ ଗଚ୍ଛିତ ଥିବା କଳାଧନ ଦେଶକୁ ଫେରାଇ ଆଣିଲେ ଦେଶର ଅର୍ଥନୀତି ସୁଦୃଢ଼ ହେବ। ଲୋକପାଳ ଆଇନକୁ ସଂଶୋଧନ କରି ଅଧିକ ଶକ୍ତିଶାଳୀ କରିବା ଦରକାର। ଦୁର୍ନୀତି ଏକ ସାମାଜିକ ସମସ୍ୟା। ଏହାକୁ କେବଳ ଆଇନ ଦ୍ୱାରା ଦୂର କରାଯାଇପାରିବ ନାହିଁ। ଲୋକଙ୍କ ମାନସିକତାରେ ପରିବର୍ତ୍ତନ ଆବଶ୍ୟକ। ପ୍ରତ୍ୟେକ ନାଗରିକ ଲାଞ୍ଚ ନଦେବାର ଶପଥ ନେଲେ ଦୁର୍ନୀତି ଆପେ ଆପେ କମିଯିବ। ଜନଶକ୍ତିର ଜାଗରଣ ହିଁ ଏହାର ପ୍ରକୃତ ସମାଧାନ। bbox=[754, 1005, 1150, 1195]
sudoku-cell bbox=[1269, 1757, 1297, 1785]
black-mark bbox=[322, 2312, 340, 2330]
solution-cell: 3 bbox=[1295, 1978, 1313, 1993]
contact-note2: କେବଳ ବିଜ୍ଞାପନ ପାଇଁ ବ୍ୟବହାର କରନ୍ତୁ bbox=[1233, 1132, 1427, 1147]
solution-cell: 1 bbox=[1365, 1993, 1383, 2008]
chargahar-headline: ଚାରିଘରିଆବାସୀଙ୍କ ଦୁଃଖ bbox=[14, 376, 254, 405]
salila-text-2: ପୂର୍ବ ଘଟଣାଗୁଡ଼ିକୁ ଦେଖିଲେ ଜଣାପଡ଼େ ଯେ ଅଧିକାଂଶ ଦୁର୍ଘଟଣା ଅସାବଧାନତା ଯୋଗୁଁ ଘଟିଥାଏ। ନଦୀ ଓ ସମୁଦ୍ରରେ ବୁଡ଼ି ମୃତ୍ୟୁ ସଂଖ୍ୟା ବର୍ଷକୁ ବର୍ଷ ବଢ଼ିଚାଲିଛି। ସରକାର ଏହି ଦିଗରେ ଠୋସ ପଦକ୍ଷେପ ନେବା ଦରକାର। ଜନସଚେତନତା ଅଭିଯାନ ଚଳାଇବା ଆବଶ୍ୟକ। ବିଦ୍ୟାଳୟରେ ପିଲାମାନଙ୍କୁ ପହଁରା ଶିକ୍ଷା ଦିଆଯିବା ଉଚିତ। ପ୍ରାଥମିକ ଚିକିତ୍ସା ବିଷୟରେ ଲୋକଙ୍କୁ ପ୍ରଶିକ୍ଷଣ ଦେବା ଦରକାର। ଜଳ ଯେପରି ଜୀବନ ଦିଏ ସେହିପରି ଅସାବଧାନ ହେଲେ ଜୀବନ ମଧ୍ୟ ନେଇଯାଏ। ଗୋଟିଏ ପ୍ରସିଦ୍ଧ ଉକ୍ତି ଅଛି – Accident not happened, it is caused. ଅର୍ଥାତ ଦୁର୍ଘଟଣା ଆପେ ଘଟେ ନାହିଁ, ଏହାକୁ ଘଟାଯାଏ। ଆମେ ସାବଧାନ ରହିଲେ ଅନେକ ଦୁର୍ଘଟଣା ଏଡ଼ାଇ ହେବ। ନଦୀ କୂଳର ସ୍ନାନଘାଟଗୁଡ଼ିକୁ ସୁରକ୍ଷିତ କରିବା ପାଇଁ ସ୍ଥାନୀୟ ପ୍ରଶାସନ ଦାୟୀ। bbox=[358, 1685, 738, 1857]
sudoku-cell: 6 bbox=[1440, 1674, 1468, 1702]
sudoku-cell bbox=[1383, 1757, 1411, 1785]
sudoku-cell bbox=[1383, 1867, 1411, 1895]
solution-cell: 8 bbox=[1348, 1978, 1366, 1993]
solution-cell: 1 bbox=[1435, 2083, 1453, 2098]
solution-cell: 5 bbox=[1330, 2083, 1348, 2098]
solution-cell: 9 bbox=[1295, 1963, 1313, 1978]
solution-cell: 2 bbox=[1295, 2008, 1313, 2023]
solution-cell: 9 bbox=[1435, 2068, 1453, 2083]
salila-contact: ମୋ–୯୪୩୭୪୭୬୦୬୩, ଇ–ମେଲ : unbiswal05@gmail.com bbox=[790, 2166, 1115, 2180]
solution-cell: 5 bbox=[1295, 2038, 1313, 2053]
solution-cell: 7 bbox=[1435, 2023, 1453, 2038]
sudoku-cell: 2 bbox=[1354, 1729, 1382, 1757]
weekly-body bbox=[1166, 1410, 1494, 1596]
sudoku-cell: 3 bbox=[1297, 1674, 1325, 1702]
sudoku-cell bbox=[1297, 1812, 1325, 1840]
archive-title-1: ପଚିଶ ବର୍ଷ bbox=[1247, 1227, 1335, 1252]
solution-cell: 2 bbox=[1313, 2053, 1331, 2068]
solution-cell: 8 bbox=[1400, 1963, 1418, 1978]
page-number: ୧୩ bbox=[1470, 2194, 1485, 2207]
solution-cell: 7 bbox=[1418, 1963, 1436, 1978]
solution-cell: 8 bbox=[1435, 1993, 1453, 2008]
magenta-mark bbox=[722, 2312, 740, 2330]
sudoku-cell bbox=[1212, 1757, 1240, 1785]
poem-line: ପଲାର ଭଳି ଖିଲି ଖଟା ତା'ର ପରଖାତି bbox=[61, 67, 234, 82]
sudoku-caption: ଉତ୍ତର ଉପର ଆରେଖରେ ପ୍ରକାଶ ପାଇବ bbox=[1248, 1930, 1432, 1943]
solution-cell: 6 bbox=[1365, 2008, 1383, 2023]
drain-headline: ଡ୍ରେନ ନିର୍ମାଣ ହେଉ bbox=[1236, 852, 1406, 877]
salila-col3 bbox=[754, 1684, 1150, 2160]
solution-cell: 8 bbox=[1383, 2053, 1401, 2068]
sudoku-cell bbox=[1354, 1867, 1382, 1895]
doctor-text-left: ସାଙ୍କେ ଦିନିକର କଥା। ଖୁବ ଜରୁରୀ ଅବସ୍ଥାରେ ଜଣେ ରୋଗୀଙ୍କୁ ଡାକ୍ତରଖାନାକୁ ନିଆଗଲା। ଡାକ୍ତର ପରୀକ୍ଷା କରି କହିଲେ ଯେ ଅପରେସନ କରିବାକୁ ପଡ଼ିବ। ପରିବାର ଲୋକେ ଚିନ୍ତାରେ ପଡ଼ିଗଲେ। ସେମାନେ ଟଙ୍କା ଯୋଗାଡ଼ କରିବାକୁ ଦୌଡ଼ିଲେ। ଡାକ୍ତର କହିଥିଲେ ଯେ ଶୀଘ୍ର ଅପରେସନ ନହେଲେ ରୋଗୀଙ୍କ ଜୀବନ ବିପଦରେ ପଡ଼ିବ। ଏହିପରି ଘଟଣା ଆଜି ସାଧାରଣ ହୋଇଗଲାଣି। ଡାକ୍ତରମାନେ ଯାହା କହନ୍ତି ତାହାକୁ ଲୋକେ ବିନା ପ୍ରଶ୍ନରେ ମାନିନିଅନ୍ତି। କାରଣ ଡାକ୍ତର ହେଉଛନ୍ତି ଭଗବାନଙ୍କ ପରେ ଦ୍ୱିତୀୟ ସ୍ଥାନରେ। କିନ୍ତୁ ସବୁ ଡାକ୍ତର ସମାନ ନୁହଁନ୍ତି। କେତେକ ଡାକ୍ତର ଅନାବଶ୍ୟକ ପରୀକ୍ଷା ଓ ଅପରେସନ ପାଇଁ ପରାମର୍ଶ ଦିଅନ୍ତି। ଏହା ଚିକିତ୍ସା ବ୍ୟବସାୟର ଏକ ଚିନ୍ତାଜନକ ଦିଗ। ସାଧାରଣ ଲୋକ ଏଥିରୁ ଶିକ୍ଷା ନେବା ଉଚିତ। bbox=[348, 227, 738, 399]
chargahar-signature: –ଗଣ୍ଡାଧର ଧଳ bbox=[253, 658, 328, 673]
solution-cell: 1 bbox=[1435, 1978, 1453, 1993]
weekly-header bbox=[1166, 1358, 1494, 1402]
sudoku-cell bbox=[1240, 1840, 1268, 1868]
sudoku-title-odia: ସୁ–ଡୋ–କୁ bbox=[1313, 1607, 1422, 1640]
dropcap: ରା bbox=[6, 414, 51, 473]
sudoku-cell bbox=[1240, 1702, 1268, 1730]
weekly-item: ୨୩– ବିଶ୍ୱ ପୁସ୍ତକ ଦିବସ। ଶେକ୍ସପିୟରଙ୍କ ଜନ୍ମ ଓ ମୃତ୍ୟୁ ଦିବସ। bbox=[1166, 1515, 1491, 1531]
corruption-headline: ଦୁର୍ନୀତି, ଲୋକପାଳ ଆଇନ ଓ ଜନଶକ୍ତି bbox=[360, 920, 1173, 983]
problem-headline: ଅନୁଦାନ ରାଶି ହଡ଼ପ bbox=[1200, 484, 1385, 513]
chirantani-poem bbox=[61, 65, 321, 217]
salila-divider-1 bbox=[350, 1680, 352, 2180]
dropcap: ସା bbox=[348, 226, 398, 285]
dropcap: ଗ bbox=[6, 1644, 50, 1703]
problem-body bbox=[1166, 522, 1494, 846]
sudoku-cell bbox=[1326, 1702, 1354, 1730]
solution-cell: 1 bbox=[1295, 2023, 1313, 2038]
yellow-mark bbox=[1192, 2312, 1210, 2330]
print-mark bbox=[1390, 2316, 1412, 2330]
sudoku-cell bbox=[1383, 1674, 1411, 1702]
sudoku-cell bbox=[1354, 1895, 1382, 1923]
doctor-column-divider bbox=[746, 226, 748, 916]
black-mark bbox=[1212, 2312, 1230, 2330]
temple-image bbox=[232, 270, 322, 360]
problem-signature: ବନମାଳୀ ସାହୁ, ଅ.ପ୍ରା. ଶ୍ରୀରାମ ଶିକ୍ଷକ, ଗୋପାଳପୁର ଶାସନ ଉଚ୍ଚ ବିଦ୍ୟାଳୟ, କେନ୍ଦ୍ରାପଡ଼ା bbox=[1179, 701, 1494, 734]
sudoku-cell bbox=[1383, 1785, 1411, 1813]
salila-divider-2 bbox=[746, 1680, 748, 2180]
corruption-col1 bbox=[6, 968, 344, 1572]
yellow-mark bbox=[742, 2312, 760, 2330]
solution-cell: 3 bbox=[1313, 2068, 1331, 2083]
poem-source: (ମରଣ ପାଲି) bbox=[205, 181, 271, 196]
corruption-text-1: ନିକଟରେ ଆମ ହାଜାରେଙ୍କ ନେତୃତ୍ୱରେ ଦେଶରେ ଦୁର୍ନୀତି ବିରୋଧରେ ଏକ ବିରାଟ ଜନ ଆନ୍ଦୋଳନ ଆରମ୍ଭ ହୋଇଥିଲା। ଲୋକପାଳ ଆଇନ ପାଇଁ ଏହି ଆନ୍ଦୋଳନ ସାରା ଦେଶରେ ଚହଳ ପକାଇଥିଲା। ଯୁବକ ଯୁବତୀଙ୍କ ସମେତ ସମାଜର ସବୁ ବର୍ଗର ଲୋକ ଏଥିରେ ଅଂଶ ଗ୍ରହଣ କରିଥିଲେ। ଦୁର୍ନୀତି ଆମ ସମାଜର ଏକ ବଡ଼ ବ୍ୟାଧି। ସରକାରୀ କାର୍ଯ୍ୟାଳୟରେ ଲାଞ୍ଚ ନଦେଲେ କାମ ହୁଏନାହିଁ। ସାଧାରଣ ଲୋକ ଏହି ବ୍ୟବସ୍ଥାରେ ଅତିଷ୍ଠ। ଲୋକପାଳ ଆଇନ ଦ୍ୱାରା ଉଚ୍ଚପଦସ୍ଥ ଅଧିକାରୀ ଓ ରାଜନେତାଙ୍କ ଦୁର୍ନୀତି ଉପରେ ଅଙ୍କୁଶ ଲଗାଯାଇପାରିବ ବୋଲି ଆଶା କରାଯାଉଥିଲା। ଦୀର୍ଘ ସଂଘର୍ଷ ପରେ ଏହି ଆଇନ ପାରିତ ହୋଇଥିଲା। କିନ୍ତୁ ଏହାର କାର୍ଯ୍ୟକାରିତା ଏଯାବତ୍ ପ୍ରଶ୍ନବାଚୀ ହୋଇ ରହିଛି। ଲୋକପାଳ ନିଯୁକ୍ତି ପ୍ରକ୍ରିୟା ଏବେ ମଧ୍ୟ ସମ୍ପୂର୍ଣ୍ଣ ହୋଇନାହିଁ। ଜନଶକ୍ତି ଜାଗ୍ରତ ନହେଲେ କୌଣସି ଆଇନ ଫଳପ୍ରଦ ହୋଇପାରିବ ନାହିଁ। ଗଣତନ୍ତ୍ରରେ ଜନତା ହିଁ ସର୍ବୋଚ୍ଚ। ଜନତାଙ୍କ ସଚେତନତା ଓ ସକ୍ରିୟ ଅଂଶଗ୍ରହଣ ଦ୍ୱାରା ହିଁ ଦୁର୍ନୀତିକୁ ଦୂର କରାଯାଇପାରିବ। ଶିକ୍ଷା ଓ ନୈତିକ ମୂଲ୍ୟବୋଧ ଏଥିପାଇଁ ଅତ୍ୟନ୍ତ ଜରୁରୀ। bbox=[6, 969, 344, 1246]
sudoku-cell bbox=[1269, 1674, 1297, 1702]
sudoku-cell bbox=[1240, 1729, 1268, 1757]
doctor-author: ଅଭିମନ୍ୟୁ ଧଳ bbox=[360, 188, 495, 217]
poem-line: ବହୁଳ ସାଧକ ଅଧରେ ହାଟ ଚିକ bbox=[61, 124, 202, 139]
chirantani-box bbox=[6, 6, 328, 238]
sudoku-credit: Puzzles by Srikant Ghosh bbox=[1177, 1635, 1291, 1645]
contact-box bbox=[1166, 1022, 1494, 1206]
problem-header bbox=[1172, 432, 1492, 474]
eshbharat-body bbox=[1166, 56, 1494, 402]
sudoku-solution-grid bbox=[1294, 1962, 1454, 2099]
sudoku-cell bbox=[1326, 1895, 1354, 1923]
solution-cell: 3 bbox=[1418, 1993, 1436, 2008]
solution-cell: 5 bbox=[1348, 2008, 1366, 2023]
sudoku-cell bbox=[1411, 1812, 1439, 1840]
sudoku-cell bbox=[1269, 1867, 1297, 1895]
sudoku-cell bbox=[1440, 1729, 1468, 1757]
solution-cell: 7 bbox=[1383, 1978, 1401, 1993]
sudoku-cell bbox=[1212, 1867, 1240, 1895]
sudoku-cell bbox=[1326, 1785, 1354, 1813]
sudoku-cell bbox=[1411, 1840, 1439, 1868]
solution-cell: 9 bbox=[1418, 2038, 1436, 2053]
solution-cell: 9 bbox=[1400, 2053, 1418, 2068]
contact-email1: E-mail:dharitripress@gmail.com bbox=[1229, 1098, 1431, 1113]
sudoku-cell bbox=[1354, 1674, 1382, 1702]
solution-cell: 4 bbox=[1435, 2008, 1453, 2023]
sudoku-cell bbox=[1212, 1729, 1240, 1757]
problem-title: ଆମ ସମସ୍ୟା bbox=[1235, 435, 1391, 470]
sudoku-title-su: su bbox=[1177, 1603, 1211, 1633]
solution-cell: 2 bbox=[1365, 2023, 1383, 2038]
section-rule-2 bbox=[6, 1596, 1152, 1598]
contact-org: ସମ୍ପାଦକ, ଧରିତ୍ରୀ, bbox=[1280, 1047, 1380, 1062]
sudoku-cell bbox=[1326, 1812, 1354, 1840]
problem-salutation: ମହାଶୟ, bbox=[1166, 523, 1210, 538]
solution-cell: 9 bbox=[1365, 1978, 1383, 1993]
corruption-col3 bbox=[754, 1004, 1150, 1572]
weekly-item: ୨୦– କର୍ମଚାରୀ ଦିବସ। ୧୯୯୯ ମସିହାରେ ଆମେରିକାର କଲୋରାଡୋ ସ୍କୁଲରେ ଗୁଳି ଚାଳନାରେ ୧୩ ଜଣଙ୍କ ମୃତ୍ୟୁ। bbox=[1166, 1445, 1494, 1479]
solution-cell: 1 bbox=[1313, 1963, 1331, 1978]
sudoku-cell bbox=[1240, 1867, 1268, 1895]
sudoku-cell bbox=[1383, 1895, 1411, 1923]
chirantani-title: ଚିରନ୍ତନୀ bbox=[65, 13, 179, 48]
doctor-headline: ଡାକ୍ତର କହିଛନ୍ତି bbox=[520, 96, 1015, 173]
archive-title-2: ତଳର ଧରିତ୍ରୀ bbox=[1233, 1255, 1358, 1280]
sudoku-cell bbox=[1269, 1895, 1297, 1923]
archive-box bbox=[1166, 1220, 1494, 1292]
sudoku-cell bbox=[1411, 1729, 1439, 1757]
black-mark bbox=[762, 2312, 780, 2330]
sudoku-title-do: do bbox=[1213, 1603, 1250, 1633]
solution-cell: 7 bbox=[1330, 1993, 1348, 2008]
sudoku-title-ku: ku bbox=[1255, 1603, 1291, 1633]
sudoku-cell bbox=[1440, 1812, 1468, 1840]
solution-cell: 3 bbox=[1383, 2008, 1401, 2023]
solution-cell: 1 bbox=[1348, 2053, 1366, 2068]
sudoku-cell bbox=[1411, 1757, 1439, 1785]
sudoku-cell bbox=[1269, 1785, 1297, 1813]
poem-author: –କାଳିନ୍ଦୀ ଚରଣ ପାଣିଗ୍ରାହୀ bbox=[163, 200, 291, 215]
solution-cell: 2 bbox=[1400, 2083, 1418, 2098]
solution-cell: 3 bbox=[1365, 2083, 1383, 2098]
sudoku-cell bbox=[1240, 1785, 1268, 1813]
